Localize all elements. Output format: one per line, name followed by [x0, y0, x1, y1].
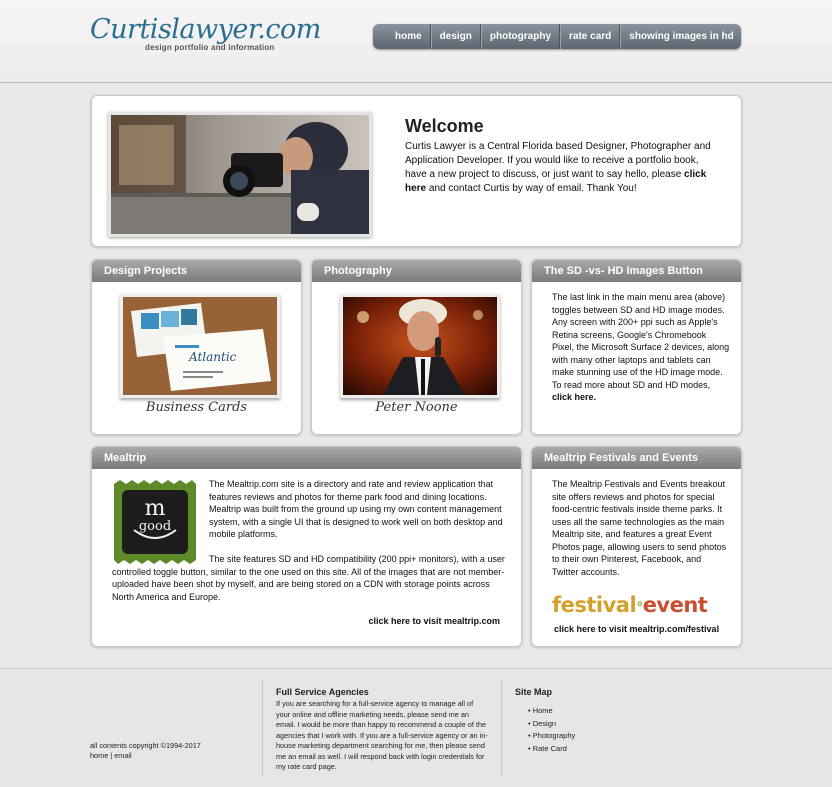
sd-hd-heading: The SD -vs- HD Images Button: [532, 260, 741, 282]
footer-copyright: all contents copyright ©1994-2017: [90, 741, 201, 750]
festivals-heading: Mealtrip Festivals and Events: [532, 447, 741, 469]
peter-noone-thumbnail[interactable]: [340, 294, 500, 398]
footer-links[interactable]: home | email: [90, 751, 132, 760]
welcome-card: [91, 95, 742, 247]
peter-noone-image: [343, 297, 497, 395]
festival-visit-link[interactable]: click here to visit mealtrip.com/festival: [554, 624, 720, 634]
mealtrip-logo-m: m: [144, 496, 166, 521]
photography-heading: Photography: [312, 260, 521, 282]
welcome-title: Welcome: [405, 116, 484, 136]
business-cards-caption[interactable]: Business Cards: [145, 400, 248, 415]
event-logo-word: event: [642, 593, 708, 617]
sd-hd-description: The last link in the main menu area (above) toggles between SD and HD image modes. Any screen with 200+ ppi such as Apple's Retina screens, Google's Chromebook Pixel, the Microsoft Surface 2 devices, along with many other laptops and tablets can make stunning use of the HD image mode. To read more about SD and HD modes,: [552, 292, 730, 390]
atlantic-brand-text: Atlantic: [189, 350, 237, 364]
nav-design[interactable]: design: [431, 24, 481, 49]
footer-divider-right: [501, 679, 502, 777]
peter-noone-caption[interactable]: Peter Noone: [375, 400, 458, 415]
nav-photography[interactable]: photography: [481, 24, 560, 49]
mealtrip-paragraph-2-text: The site features SD and HD compatibility (200 ppi+ monitors), with a user controlled toggle button, similar to the one used on this site. All of the images that are not member-uploaded have been shot by myself, and are being stored on a CDN with storage points across North America and Europe.: [112, 554, 505, 602]
business-cards-thumbnail[interactable]: [120, 294, 280, 398]
site-tagline: design portfolio and information: [145, 43, 275, 52]
mealtrip-logo-word: good: [138, 519, 172, 534]
mealtrip-logo[interactable]: [114, 480, 196, 564]
welcome-contact-link[interactable]: click here: [405, 169, 707, 194]
mealtrip-paragraph-1: The Mealtrip.com site is a directory and rate and review application that features reviews and photos for theme park food and dining locations. Mealtrip was built from the ground up using my own content management system, with a single UI that is designed to work well on both desktop and mobile platforms.: [209, 479, 503, 539]
site-header: [0, 0, 832, 83]
festival-logo-dot: °: [636, 600, 643, 616]
sd-hd-card: [531, 259, 742, 435]
festivals-text: The Mealtrip Festivals and Events breakout site offers reviews and photos for special food-centric festivals inside theme parks. It uses all the same technologies as the main Mealtrip site, and features a great Event Photos page, allowing users to send photos to their own Pinterest, Facebook, and Twitter accounts.: [552, 479, 727, 577]
photographer-photo: [108, 112, 372, 237]
sitemap-title: Site Map: [515, 687, 553, 697]
main-nav: [373, 24, 741, 49]
mealtrip-logo-graphic: [114, 480, 196, 564]
festival-event-logo[interactable]: [552, 593, 724, 619]
site-logo[interactable]: Curtislawyer.com: [90, 14, 321, 45]
mealtrip-heading: Mealtrip: [92, 447, 521, 469]
festivals-card: [531, 446, 742, 647]
sitemap-home[interactable]: • Home: [528, 706, 553, 715]
agencies-title: Full Service Agencies: [276, 687, 369, 697]
business-cards-image: [123, 297, 277, 395]
mealtrip-visit-link[interactable]: click here to visit mealtrip.com: [368, 616, 500, 626]
sitemap-rate-card[interactable]: • Rate Card: [528, 743, 567, 753]
sitemap-photography[interactable]: • Photography: [528, 731, 576, 740]
welcome-text: [405, 140, 721, 196]
festival-logo-word: festival: [552, 593, 637, 617]
mealtrip-card: [91, 446, 522, 647]
nav-rate-card[interactable]: rate card: [560, 24, 620, 49]
footer-divider-left: [262, 679, 263, 777]
nav-hd-toggle[interactable]: showing images in hd: [620, 24, 741, 49]
photographer-image: [111, 115, 369, 234]
sitemap-list: [528, 705, 575, 755]
agencies-text: If you are searching for a full-service agency to manage all of your online and offline marketing needs, please send me an email. I would be more than happy to recommend a couple of the agencies that I work with. If you are a full-service agency or an in-house marketing department searching for me, then please send me an email as well. I will respond back with login credentials for my rate card page.: [276, 699, 488, 771]
design-projects-card: [91, 259, 302, 435]
photography-card: [311, 259, 522, 435]
mealtrip-paragraph-2: [112, 553, 508, 603]
sd-hd-link[interactable]: click here.: [552, 392, 597, 402]
site-footer: [0, 668, 832, 787]
design-projects-heading: Design Projects: [92, 260, 301, 282]
sitemap-design[interactable]: • Design: [528, 718, 557, 728]
welcome-text-end: and contact Curtis by way of email. Thank You!: [426, 183, 637, 194]
sd-hd-text: [552, 291, 730, 404]
nav-home[interactable]: home: [387, 24, 431, 49]
welcome-text-start: Curtis Lawyer is a Central Florida based Designer, Photographer and Application Developer. If you would like to receive a portfolio book, have a new project to discuss, or just want to say hello, please: [405, 141, 711, 180]
